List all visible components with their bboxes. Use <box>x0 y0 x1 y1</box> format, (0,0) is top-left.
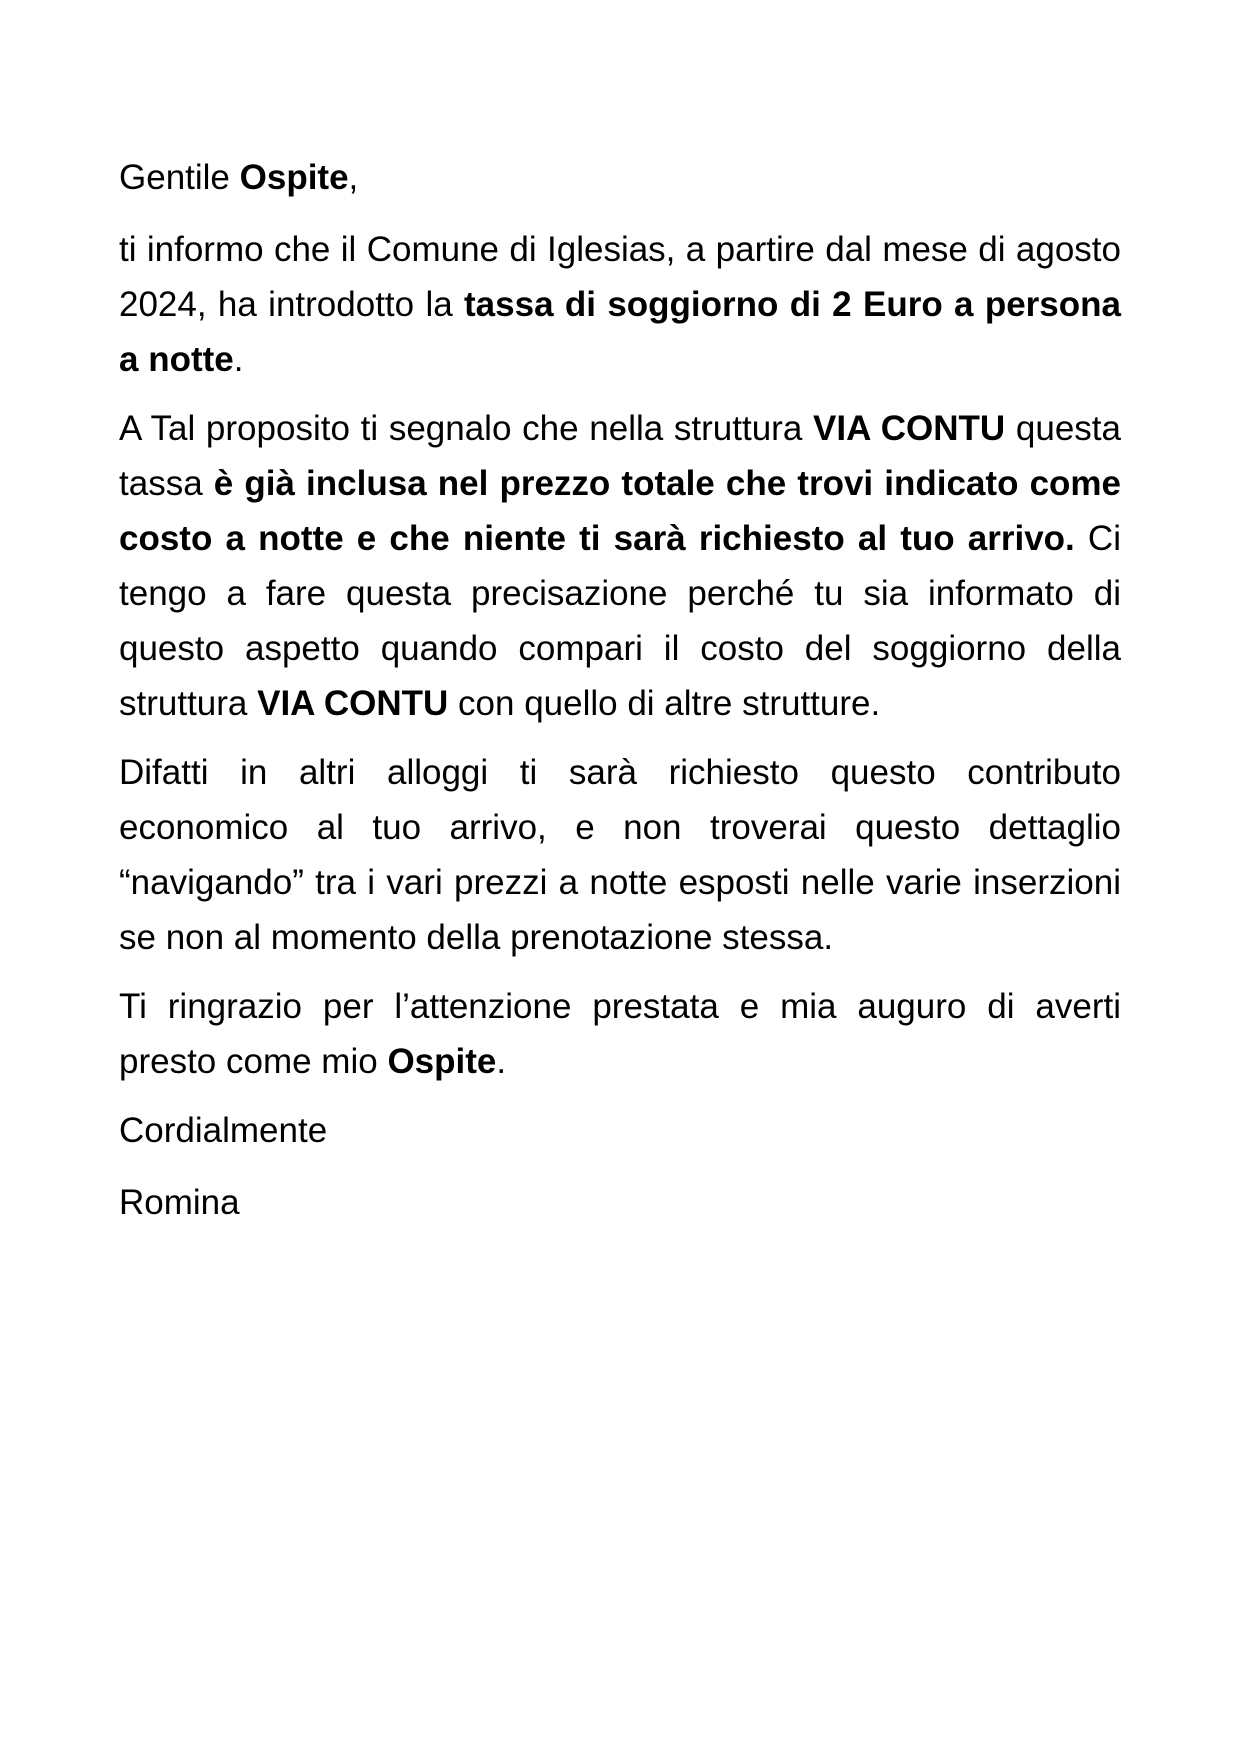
included-text-c: Ci tengo a fare questa precisazione perché tu sia informato di questo aspetto quando compari il costo del soggiorno della struttura <box>119 519 1121 723</box>
greeting-prefix: Gentile <box>119 158 240 197</box>
structure-name-1: VIA CONTU <box>813 409 1006 448</box>
thanks-text-a: Ti ringrazio per l’attenzione prestata e mia auguro di averti presto come mio <box>119 987 1121 1081</box>
greeting-guest: Ospite <box>239 158 349 197</box>
greeting <box>119 150 1121 205</box>
included-bold-statement: è già inclusa nel prezzo totale che trovi indicato come costo a notte e che niente ti sarà richiesto al tuo arrivo. <box>119 464 1121 558</box>
thanks-text-b: . <box>496 1042 507 1081</box>
closing: Cordialmente <box>119 1111 328 1150</box>
paragraph-other-lodgings <box>119 745 1121 965</box>
letter-body <box>119 150 1121 1247</box>
paragraph-tax-included <box>119 401 1121 731</box>
tax-intro-end: . <box>233 340 244 379</box>
included-text-a: A Tal proposito ti segnalo che nella struttura <box>119 409 814 448</box>
included-text-b: questa tassa <box>119 409 1121 503</box>
other-lodgings-text: Difatti in altri alloggi ti sarà richiesto questo contributo economico al tuo arrivo, e non troverai questo dettaglio “navigando” tra i vari prezzi a notte esposti nelle varie inserzioni se non al momento della prenotazione stessa. <box>119 753 1121 957</box>
included-text-d: con quello di altre strutture. <box>448 684 881 723</box>
paragraph-tax-intro <box>119 222 1121 387</box>
tax-intro-text: ti informo che il Comune di Iglesias, a partire dal mese di agosto 2024, ha introdotto la <box>119 230 1121 324</box>
signature: Romina <box>119 1183 240 1222</box>
paragraph-thanks <box>119 979 1121 1089</box>
greeting-suffix: , <box>348 158 359 197</box>
structure-name-2: VIA CONTU <box>257 684 449 723</box>
tax-amount-bold: tassa di soggiorno di 2 Euro a persona a notte <box>119 285 1121 379</box>
thanks-guest-bold: Ospite <box>387 1042 497 1081</box>
